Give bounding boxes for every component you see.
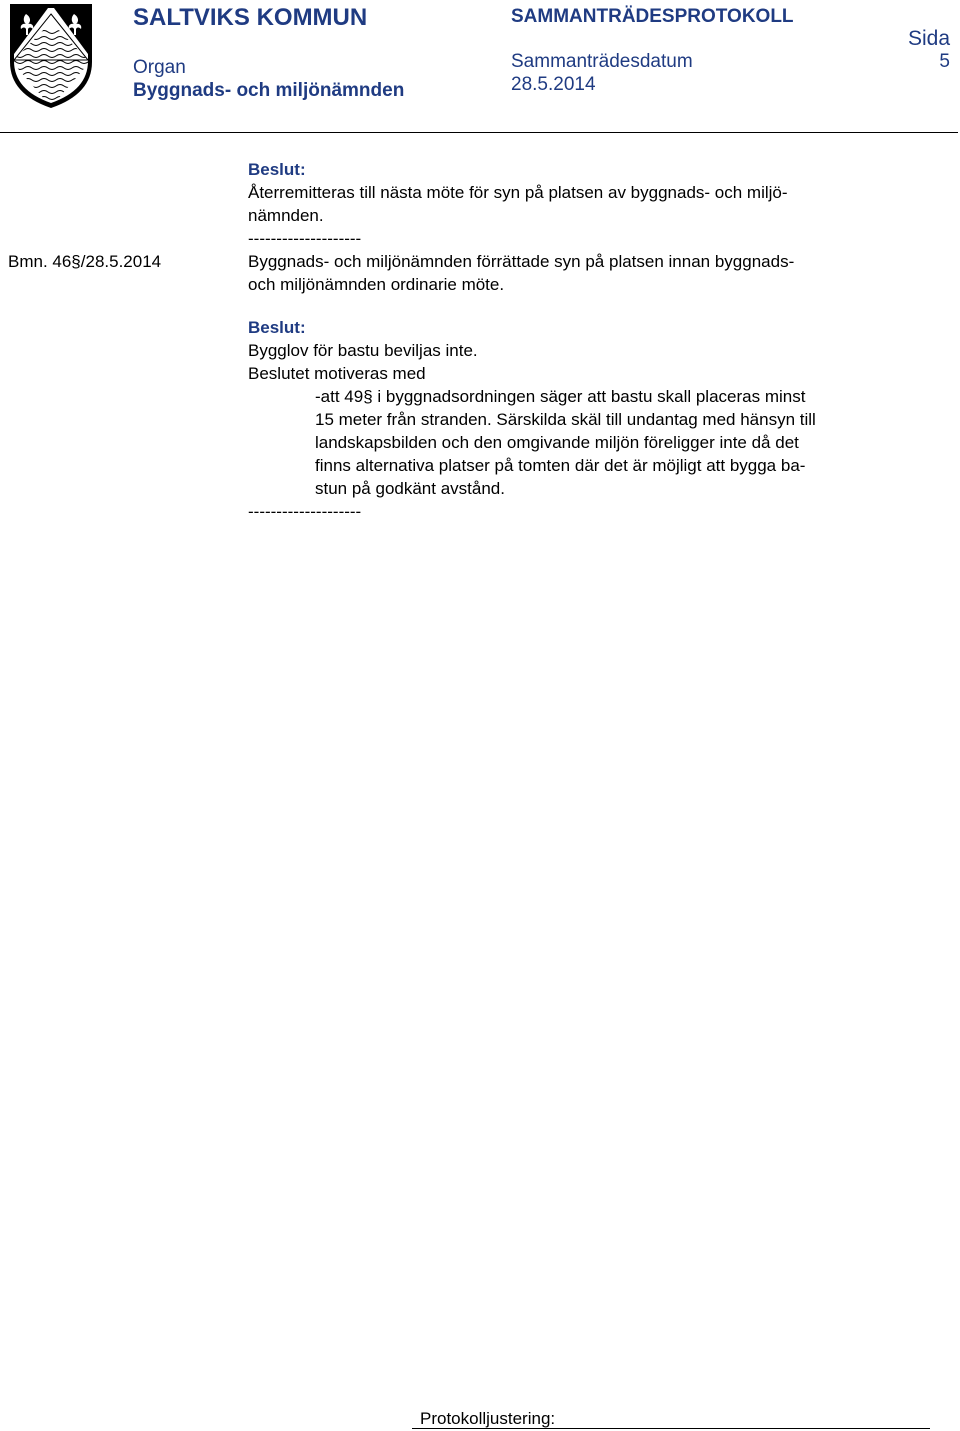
organ-value: Byggnads- och miljönämnden [133, 80, 405, 101]
motivation-line: landskapsbilden och den omgivande miljön föreligger inte då det [315, 433, 799, 452]
meeting-date-value: 28.5.2014 [511, 74, 596, 95]
motivation-line: 15 meter från stranden. Särskilda skäl till undantag med hänsyn till [315, 410, 816, 429]
meeting-date-label: Sammanträdesdatum [511, 51, 693, 72]
section-body [248, 158, 928, 523]
section-reference: Bmn. 46§/28.5.2014 [8, 252, 162, 271]
organ-label: Organ [133, 57, 186, 78]
municipality-name: SALTVIKS KOMMUN [133, 4, 368, 31]
separator: -------------------- [248, 502, 362, 521]
beslut-text-line: Återremitteras till nästa möte för syn på platsen av byggnads- och miljö- [248, 183, 788, 202]
motivation-line: stun på godkänt avstånd. [315, 479, 505, 498]
signature-line [412, 1428, 930, 1429]
motivation-line: finns alternativa platser på tomten där det är möjligt att bygga ba- [315, 456, 806, 475]
motivation-line: -att 49§ i byggnadsordningen säger att bastu skall placeras minst [315, 387, 806, 406]
beslut-label: Beslut: [248, 318, 306, 337]
protocol-title: SAMMANTRÄDESPROTOKOLL [511, 6, 794, 27]
municipal-crest-logo [8, 2, 94, 110]
separator: -------------------- [248, 229, 362, 248]
motivation-intro: Beslutet motiveras med [248, 364, 426, 383]
page-label: Sida [907, 27, 950, 50]
header-divider [0, 132, 958, 133]
beslut-text-line: nämnden. [248, 206, 324, 225]
beslut-label: Beslut: [248, 160, 306, 179]
page-number: 5 [939, 51, 950, 72]
paragraph-line: och miljönämnden ordinarie möte. [248, 275, 505, 294]
beslut-text: Bygglov för bastu beviljas inte. [248, 341, 478, 360]
paragraph-line: Byggnads- och miljönämnden förrättade syn på platsen innan byggnads- [248, 252, 795, 271]
protocol-verification-label: Protokolljustering: [420, 1409, 556, 1428]
